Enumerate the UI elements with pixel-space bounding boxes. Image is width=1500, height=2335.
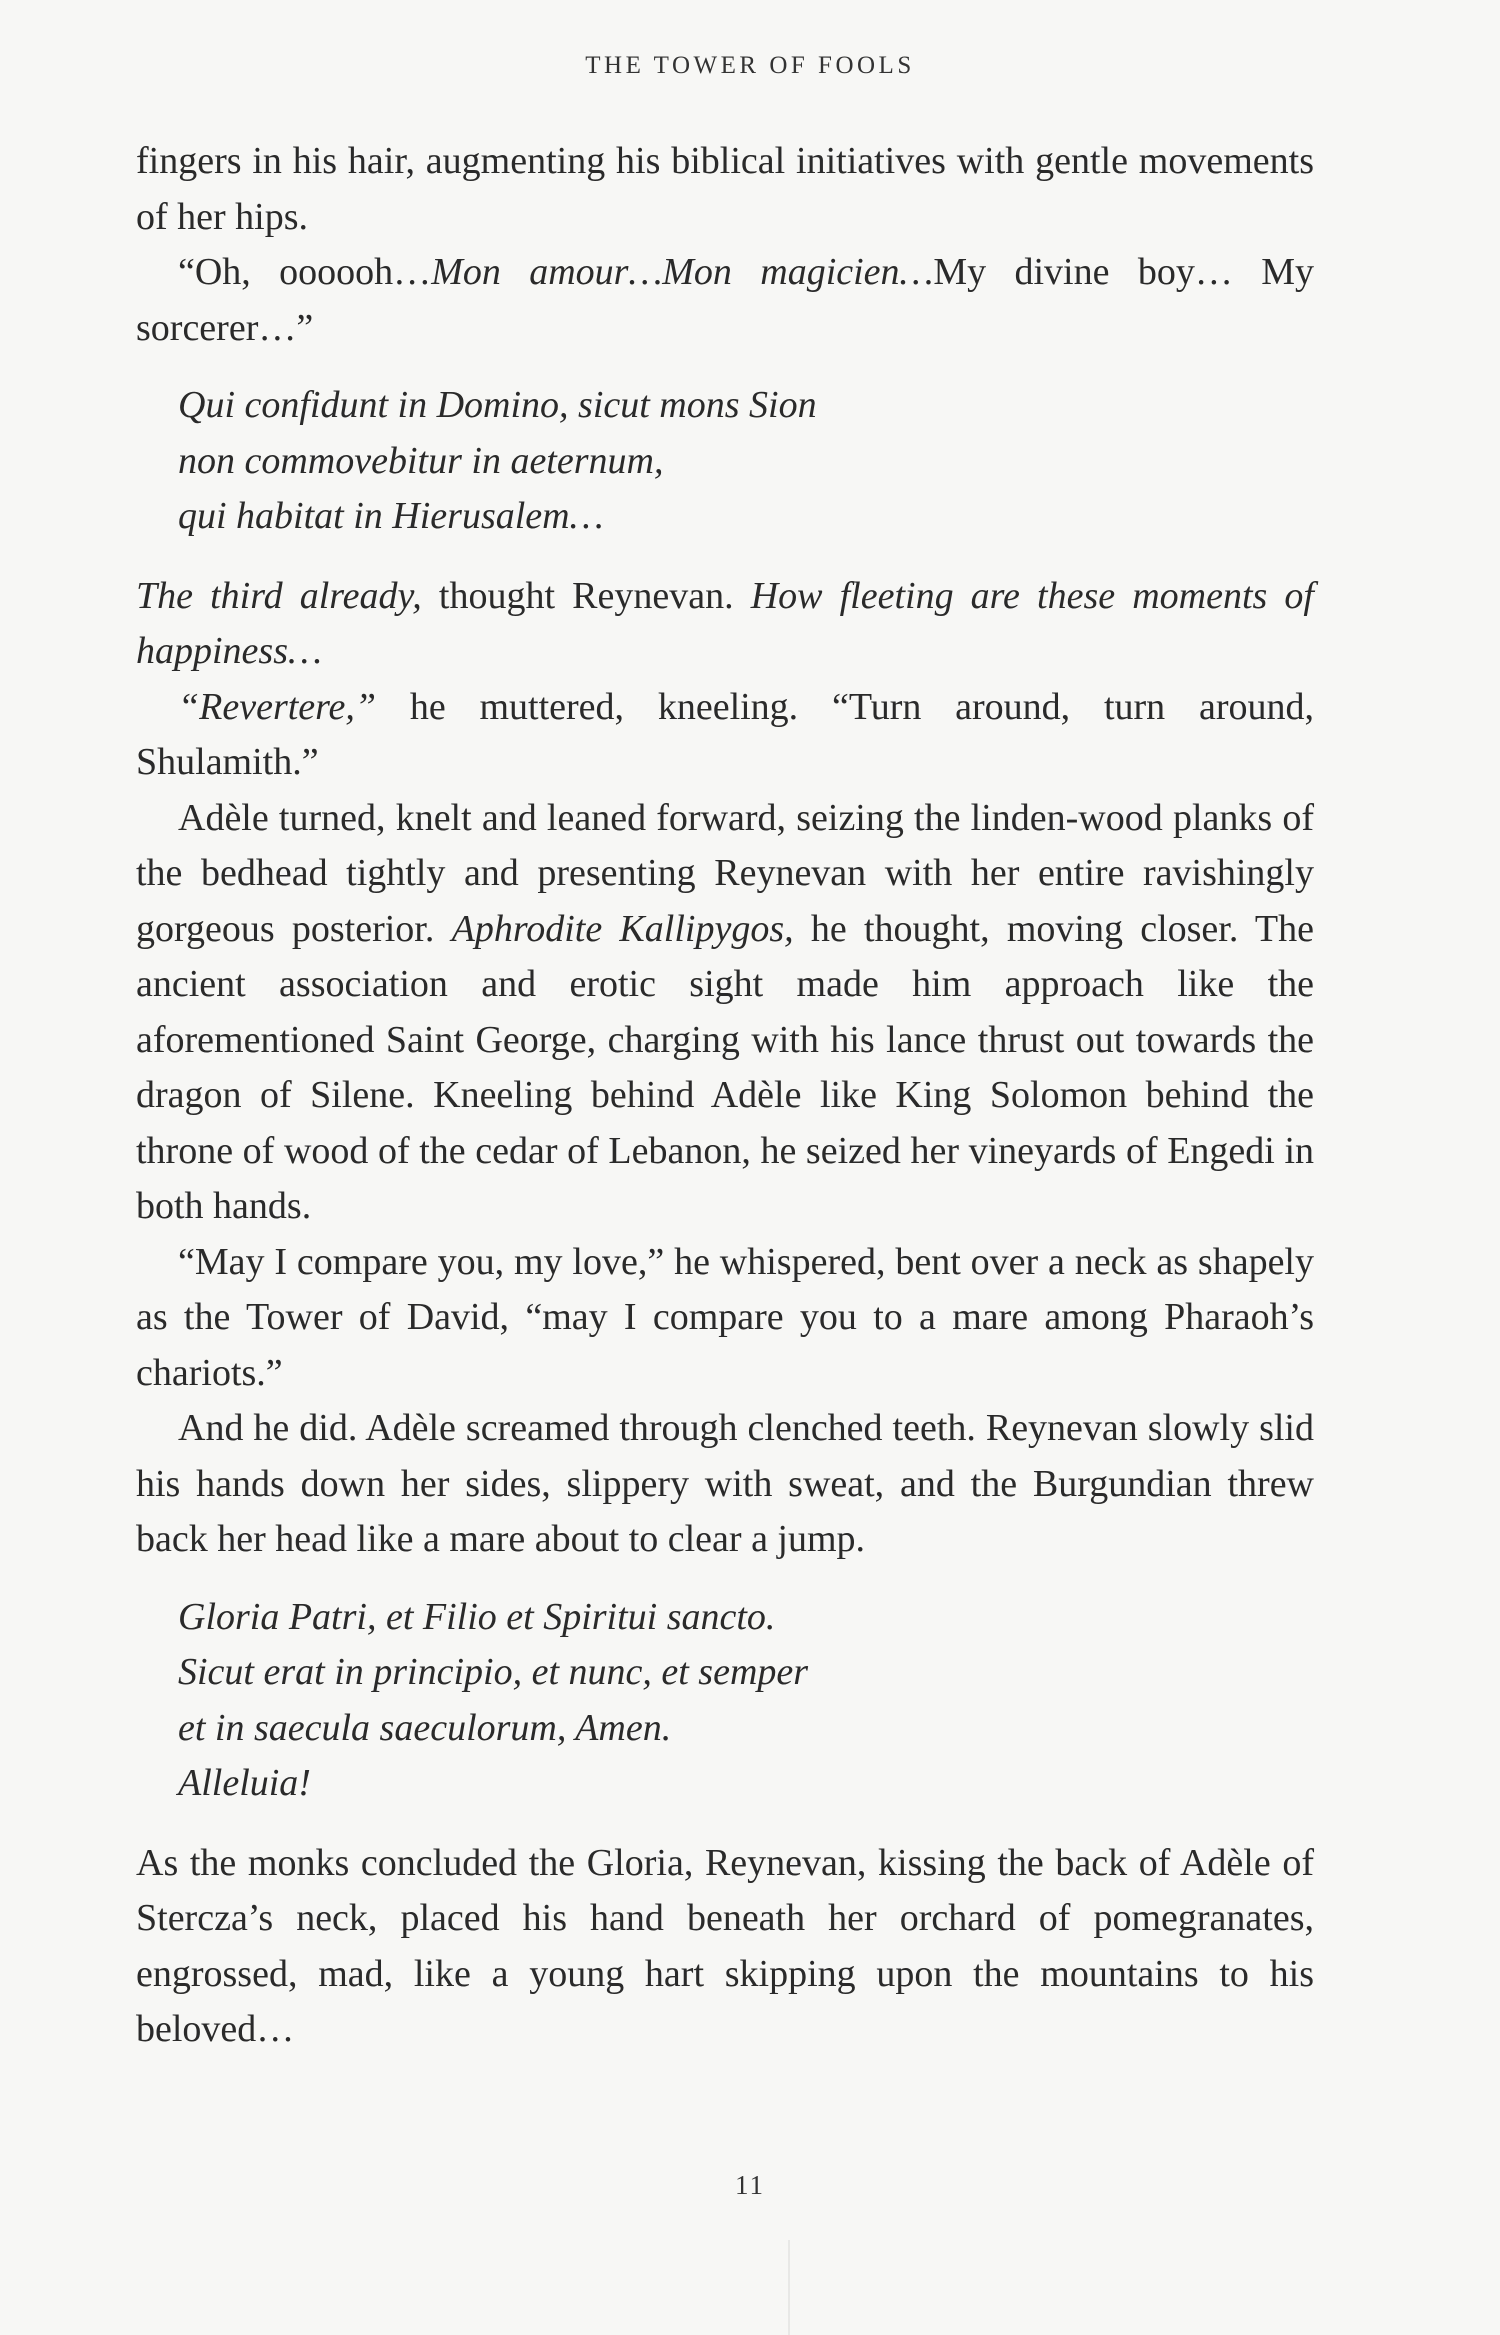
paragraph-and-he-did: And he did. Adèle screamed through clenched teeth. Reynevan slowly slid his hands down her sides, slippery with sweat, and the Burgundian threw back her head like a mare about to clear a jump. bbox=[136, 1407, 1314, 1560]
verse-line: Sicut erat in principio, et nunc, et semper bbox=[178, 1651, 809, 1693]
paragraph-continuation: fingers in his hair, augmenting his biblical initiatives with gentle movements of her hips. bbox=[136, 140, 1314, 238]
verse-psalm bbox=[178, 378, 1314, 545]
dialogue-oh-french: Mon amour…Mon magicien… bbox=[431, 251, 934, 293]
revertere-word: “Revertere,” bbox=[178, 685, 377, 728]
scan-fold-mark bbox=[788, 2240, 790, 2335]
adele-turned-part2: he thought, moving closer. The ancient association and erotic sight made him approach like the aforementioned Saint George, charging with his lance thrust out towards the dragon of Silene. Kneeling behind Adèle like King Solomon behind the throne of wood of the cedar of Lebanon, he seized her vineyards of Engedi in both hands. bbox=[136, 907, 1314, 1227]
dialogue-oh-start: “Oh, oooooh… bbox=[178, 251, 432, 293]
paragraph-monks-concluded: As the monks concluded the Gloria, Reynevan, kissing the back of Adèle of Stercza’s neck, placed his hand beneath her orchard of pomegranates, engrossed, mad, like a young hart skipping upon the mountains to his beloved… bbox=[136, 1841, 1314, 2050]
adele-turned-part1: Adèle turned, knelt and leaned forward, seizing the linden-wood planks of the bedhead tightly and presenting Reynevan with her entire ravishingly gorgeous posterior. bbox=[136, 796, 1314, 950]
thought-third-already: The third already, bbox=[136, 574, 422, 617]
page-number: 11 bbox=[735, 2170, 765, 2200]
verse-line: Alleluia! bbox=[178, 1762, 311, 1804]
verse-line: Gloria Patri, et Filio et Spiritui sancto. bbox=[178, 1595, 776, 1638]
thought-fleeting: How fleeting are these moments of happiness… bbox=[136, 574, 1314, 672]
aphrodite-kallipygos: Aphrodite Kallipygos, bbox=[451, 907, 794, 950]
thought-narration: thought Reynevan. bbox=[421, 574, 751, 617]
verse-line: et in saecula saeculorum, Amen. bbox=[178, 1706, 672, 1749]
revertere-narration: he muttered, kneeling. “Turn around, turn around, Shulamith.” bbox=[136, 685, 1314, 783]
paragraph-third-already bbox=[136, 569, 1314, 680]
body-text bbox=[136, 134, 1314, 2058]
paragraph-adele-turned bbox=[136, 791, 1314, 1235]
running-head: THE TOWER OF FOOLS bbox=[585, 52, 915, 79]
paragraph-compare: “May I compare you, my love,” he whispered, bent over a neck as shapely as the Tower of David, “may I compare you to a mare among Pharaoh’s chariots.” bbox=[136, 1240, 1314, 1394]
verse-gloria bbox=[178, 1590, 1314, 1812]
paragraph-revertere bbox=[136, 680, 1314, 791]
verse-line: Qui confidunt in Domino, sicut mons Sion bbox=[178, 384, 817, 426]
verse-line: non commovebitur in aeternum, bbox=[178, 439, 664, 482]
paragraph-dialogue-oh bbox=[136, 245, 1314, 356]
dialogue-oh-end: My divine boy… My sorcerer…” bbox=[136, 251, 1315, 349]
verse-line: qui habitat in Hierusalem… bbox=[178, 495, 604, 537]
